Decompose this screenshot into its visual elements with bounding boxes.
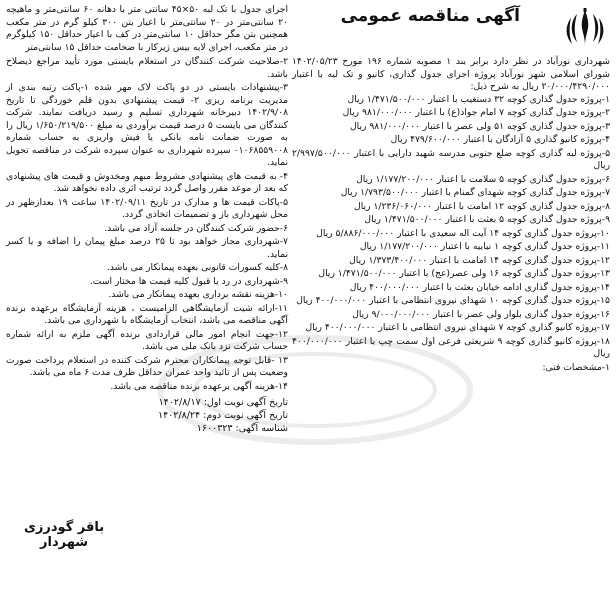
mayor-name: باقر گودرزی [24, 520, 105, 535]
terms-list [6, 56, 288, 393]
left-column [6, 4, 288, 604]
second-publication-date: تاریخ آگهی نوبت دوم: ۱۴۰۲/۸/۲۴ [158, 410, 288, 421]
term-item: ۸-کلیه کسورات قانونی بعهده پیمانکار می باشد. [106, 262, 288, 273]
term-item: ۹-شهرداری در رد یا قبول کلیه قیمت ها مختار است. [89, 275, 288, 287]
project-item: ۱۴-پروژه جدول گذاری ادامه خیابان بعثت با اعتبار ۴۰۰/۰۰۰/۰۰۰ ریال [349, 281, 610, 293]
term-item: ۲-صلاحیت شرکت کنندگان در استعلام بایستی مورد تأیید مراجع ذیصلاح باشد. [6, 56, 288, 80]
right-column [292, 4, 610, 604]
term-item: ۷-شهرداری مجاز خواهد بود تا ۲۵ درصد مبلغ پیمان را اضافه و یا کسر نماید. [6, 236, 288, 260]
project-item: ۴-پروژه کانیو گذاری ۵ آزادگان با اعتبار ۴۷۹/۶۰۰/۰۰۰ ریال [390, 134, 610, 145]
project-item: ۱۳-پروژه جدول گذاری کوچه ۱۶ ولی عصر(عج) با اعتبار ۱/۴۷۱/۵۰۰/۰۰۰ ریال [318, 268, 610, 279]
mayor-title: شهردار [40, 535, 89, 550]
project-item: ۱۷-پروژه کانیو گذاری کوچه ۷ شهدای نیروی انتظامی با اعتبار ۴۰۰/۰۰۰/۰۰۰ ریال [305, 322, 610, 333]
notice-id: شناسه آگهی: ۱۶۰۰۳۲۳ [196, 423, 288, 434]
project-item: ۱۰-پروژه جدول گذاری کوچه ۱۴ آیت اله سعیدی با اعتبار ۵/۸۸۶/۰۰۰/۰۰۰ ریال [316, 227, 610, 239]
term-item: ۳-پیشنهادات بایستی در دو پاکت لاک مهر شده ۱-پاکت رتبه بندی از مدیریت برنامه ریزی ۲- قیمت پیشنهادی بدون قلم خوردگی تا تاریخ ۱۴۰۲/۹/۰۸ دبیرخانه شهرداری تسلیم و رسید دریافت نمایند. شرکت کنندگان می بایست ۵ درصد قیمت برآوردی به مبلغ ۱/۶۵۰/۲۱۹/۵۰۰ ریال را به صورت ضمانت نامه بانکی یا فیش واریزی به حساب شماره ۰۱۰۶۸۵۵۹۰۰۸ سپرده شهرداری به عنوان سپرده شرکت در مناقصه تحویل نماید. [6, 82, 289, 168]
project-item: ۹-پروژه جدول گذاری کوچه ۵ بعثت با اعتبار ۱/۴۷۱/۵۰۰/۰۰۰ ریال [364, 214, 610, 225]
project-item: ۲-پروژه جدول گذاری کوچه ۷ امام جواد(ع) با اعتبار ۹۸۱/۰۰۰/۰۰۰ ریال [342, 107, 610, 118]
project-item: ۱۲-پروژه جدول گذاری کوچه ۱۴ امامت با اعتبار ۱/۳۷۳/۴۰۰/۰۰۰ ریال [349, 254, 610, 266]
term-item: ۱۰-هزینه نقشه برداری بعهده پیمانکار می باشد. [108, 289, 288, 300]
project-item: ۳-پروژه جدول گذاری کوچه ۵۱ ولی عصر با اعتبار ۹۸۱/۰۰۰/۰۰۰ ریال [349, 120, 610, 132]
project-list [292, 94, 610, 375]
project-item: ۵-پروژه لبه گذاری کوچه ضلع جنوبی مدرسه شهید دارایی با اعتبار ۲/۹۹۷/۵۰۰/۰۰۰ ریال [292, 147, 610, 171]
first-publication-date: تاریخ آگهی نوبت اول: ۱۴۰۲/۸/۱۷ [158, 397, 288, 408]
term-item: ۱۲-جهت انجام امور مالی قراردادی برنده آگهی ملزم به ارائه شماره حساب شرکت نزد بانک ملی می باشد. [6, 328, 288, 352]
term-item: ۱۱-ارائه شیت آزمایشگاهی الزامیست ، هزینه آزمایشگاه برعهده برنده آگهی مناقصه می باشد، انتخاب آزمایشگاه با شهرداری می باشد. [6, 302, 288, 326]
project-item: ۱۶-پروژه جدول گذاری بلوار ولی عصر با اعتبار ۹/۰۰۰/۰۰۰/۰۰۰ ریال [352, 308, 610, 320]
technical-spec-text: اجرای جدول با تک لبه ۵۰×۴۵ سانتی متر با دهانه ۶۰ سانتی‌متر و ماهیچه ۲۰ سانتی‌متر در ۲۰ سانتی‌متر با اعیار بتن ۳۰۰ کیلو گرم در متر مکعب همچنین بتن مگر حداقل ۱۰ سانتی‌متر در کف با اعیار حداقل ۱۵۰ کیلوگرم در متر مکعب، اجرای لایه بیس زیرکار با ضخامت حداقل ۱۵ سانتی‌متر [6, 4, 288, 53]
project-item: ۱۸-پروژه کانیو گذاری کوچه ۹ شریعتی فرعی اول سمت چپ با اعتبار ۴۰۰/۰۰۰/۰۰۰ ریال [292, 335, 610, 359]
notice-dates [6, 396, 288, 435]
signature-block [24, 520, 104, 550]
term-item: ۱۳ -قابل توجه پیمانکاران محترم شرکت کننده در استعلام پرداخت صورت وضعیت پس از تائید واحد عمران حداقل ظرف مدت ۶ ماه می باشد. [6, 354, 288, 378]
header [292, 4, 610, 56]
term-item: ۵-پاکات قیمت ها و مدارک در تاریخ ۱۴۰۲/۰۹/۱۱ ساعت ۱۹ بعدازظهر در محل شهرداری باز و تصمیمات اتخاذی گردد. [6, 196, 289, 220]
term-item: ۱۴-هزینه آگهی برعهده برنده مناقصه می باشد. [110, 380, 288, 392]
project-item: ۷-پروژه جدول گذاری کوچه شهدای گمنام با اعتبار ۱/۷۹۳/۵۰۰/۰۰۰ ریال [340, 187, 610, 198]
term-item: ۶-حضور شرکت کنندگان در جلسه آزاد می باشد. [104, 222, 288, 234]
project-item: ۶-پروژه جدول گذاری کوچه ۵ سلامت با اعتبار ۱/۱۷۷/۲۰۰/۰۰۰ ریال [356, 173, 610, 185]
notice-intro: شهرداری نورآباد در نظر دارد برابر بند ۱ مصوبه شماره ۱۹۶ مورخ ۱۴۰۲/۰۵/۲۳ شورای اسلامی شهر نورآباد پروژه اجرای جدول گذاری، کانیو و تک لبه با اعتبار ۲۰/۰۰۰/۴۲۹۰/۰۰۰ ریال به شرح ذیل: [292, 56, 610, 92]
iran-emblem-icon [562, 6, 608, 52]
project-item: ۱۱-پروژه جدول گذاری کوچه ۱ نیاییه با اعتبار ۱/۱۷۷/۲۰۰/۰۰۰ ریال [359, 241, 610, 252]
project-item: ۸-پروژه جدول گذاری کوچه ۱۲ امامت با اعتبار ۱/۲۳۶/۰۶۰/۰۰۰ ریال [354, 200, 610, 212]
project-item: ۱۵-پروژه جدول گذاری کوچه ۱۰ شهدای نیروی انتظامی با اعتبار ۴۰۰/۰۰۰/۰۰۰ ریال [296, 295, 610, 306]
project-item: ۱-پروژه جدول گذاری کوچه ۳۲ دستغیب با اعتبار ۱/۴۷۱/۵۰۰/۰۰۰ ریال [347, 93, 610, 105]
notice-title: آگهی مناقصه عمومی [340, 6, 520, 26]
technical-spec-heading: ۱-مشخصات فنی: [542, 361, 610, 373]
term-item: ۴- به قیمت های پیشنهادی مشروط مبهم ومخدوش و قیمت های پیشنهادی که بعد از موعد مقرر واصل گردد ترتیب اثری داده نخواهد شد. [6, 170, 288, 194]
